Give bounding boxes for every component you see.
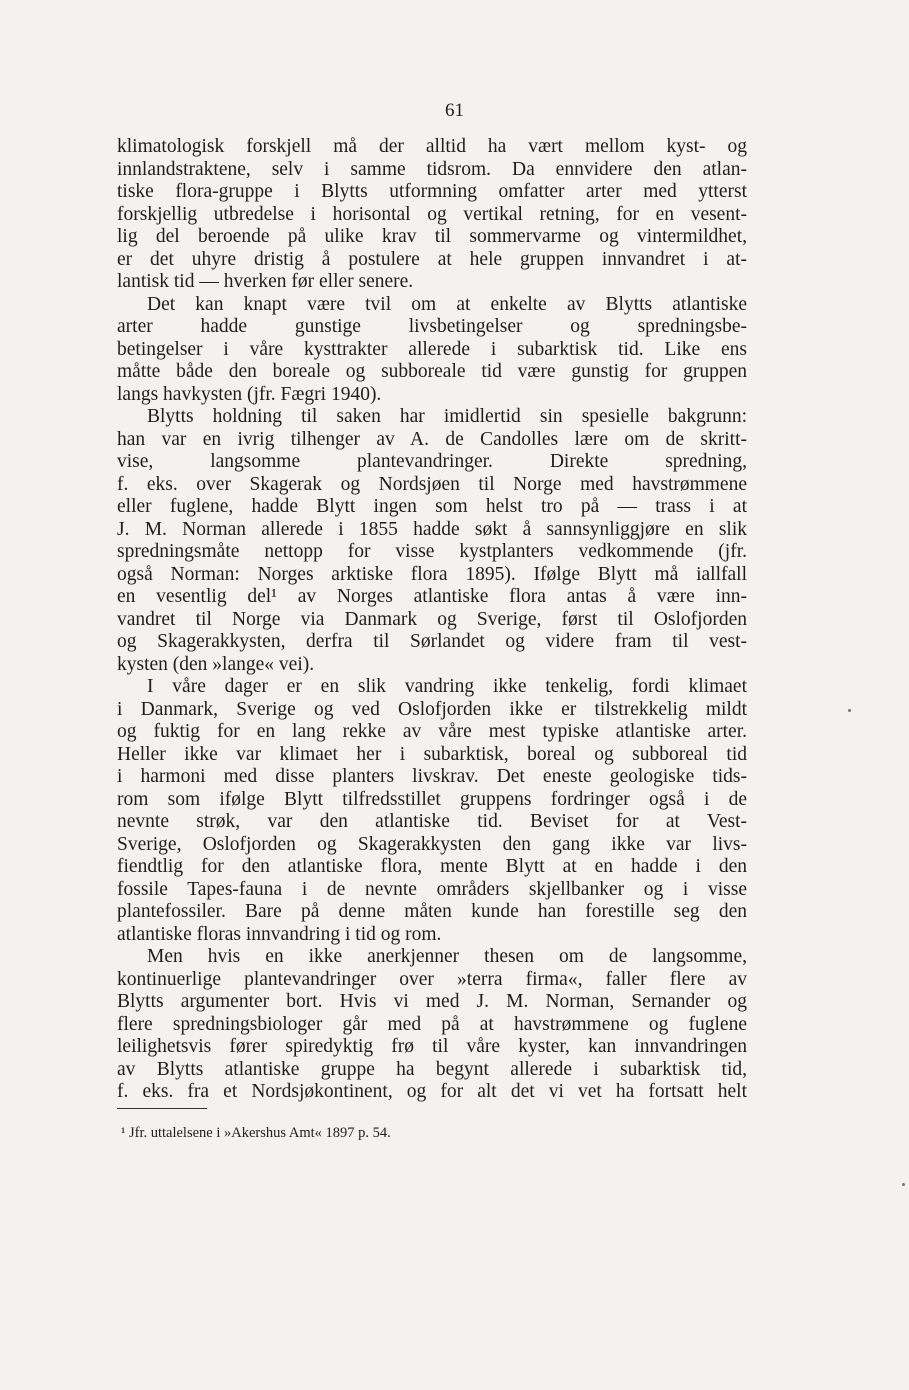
- text-line: atlantiske floras innvandring i tid og rom.: [117, 923, 442, 945]
- text-line: J. M. Norman allerede i 1855 hadde søkt å sannsynliggjøre en slik: [117, 518, 747, 540]
- text-line: langs havkysten (jfr. Fægri 1940).: [117, 383, 382, 405]
- text-line: flere spredningsbiologer går med på at havstrømmene og fuglene: [117, 1013, 747, 1035]
- text-line: spredningsmåte nettopp for visse kystplanters vedkommende (jfr.: [117, 541, 747, 562]
- text-line: leilighetsvis fører spiredyktig frø til våre kyster, kan innvandringen: [117, 1036, 747, 1057]
- text-line: tiske flora-gruppe i Blytts utformning omfatter arter med ytterst: [117, 181, 747, 202]
- text-line: f. eks. fra et Nordsjøkontinent, og for alt det vi vet ha fortsatt helt: [117, 1081, 747, 1102]
- text-line: f. eks. over Skagerak og Nordsjøen til Norge med havstrømmene: [117, 473, 747, 495]
- text-line: arter hadde gunstige livsbetingelser og spredningsbe-: [117, 316, 747, 337]
- text-line: i harmoni med disse planters livskrav. Det eneste geologiske tids-: [117, 766, 747, 787]
- text-line: vandret til Norge via Danmark og Sverige, først til Oslofjorden: [117, 608, 747, 630]
- text-line: eller fuglene, hadde Blytt ingen som helst tro på — trass i at: [117, 496, 747, 517]
- text-line: også Norman: Norges arktiske flora 1895). Ifølge Blytt må iallfall: [117, 563, 747, 585]
- page-number: 61: [445, 100, 464, 121]
- text-line: en vesentlig del¹ av Norges atlantiske flora antas å være inn-: [117, 586, 747, 607]
- text-line: nevnte strøk, var den atlantiske tid. Beviset for at Vest-: [117, 811, 747, 832]
- text-line: lig del beroende på ulike krav til sommervarme og vintermildhet,: [117, 226, 747, 247]
- text-line: er det uhyre dristig å postulere at hele gruppen innvandret i at-: [117, 248, 747, 270]
- text-line: og fuktig for en lang rekke av våre mest typiske atlantiske arter.: [117, 721, 747, 742]
- body-text: [117, 136, 747, 1104]
- text-line: lantisk tid — hverken før eller senere.: [117, 271, 414, 292]
- text-line: i Danmark, Sverige og ved Oslofjorden ikke er tilstrekkelig mildt: [117, 698, 747, 720]
- scan-speck: [848, 709, 851, 712]
- text-line: Blytts holdning til saken har imidlertid sin spesielle bakgrunn:: [147, 406, 747, 427]
- text-line: Sverige, Oslofjorden og Skagerakkysten den gang ikke var livs-: [117, 833, 747, 855]
- text-line: Det kan knapt være tvil om at enkelte av Blytts atlantiske: [147, 293, 747, 315]
- text-line: måtte både den boreale og subboreale tid være gunstig for gruppen: [117, 361, 747, 382]
- text-line: rom som ifølge Blytt tilfredsstillet gruppens fordringer også i de: [117, 788, 747, 810]
- text-line: forskjellig utbredelse i horisontal og vertikal retning, for en vesent-: [117, 203, 747, 225]
- footnote-rule: [117, 1108, 207, 1109]
- text-line: kontinuerlige plantevandringer over »terra firma«, faller flere av: [117, 968, 747, 990]
- text-line: Blytts argumenter bort. Hvis vi med J. M. Norman, Sernander og: [117, 991, 747, 1012]
- text-line: Heller ikke var klimaet her i subarktisk, boreal og subboreal tid: [117, 743, 747, 765]
- text-line: plantefossiler. Bare på denne måten kunde han forestille seg den: [117, 901, 747, 922]
- text-line: innlandstraktene, selv i samme tidsrom. Da ennvidere den atlan-: [117, 158, 747, 180]
- text-line: av Blytts atlantiske gruppe ha begynt allerede i subarktisk tid,: [117, 1058, 747, 1080]
- text-line: vise, langsomme plantevandringer. Direkte spredning,: [117, 451, 747, 472]
- text-line: fiendtlig for den atlantiske flora, mente Blytt at en hadde i den: [117, 856, 747, 877]
- text-line: kysten (den »lange« vei).: [117, 653, 315, 675]
- text-line: han var en ivrig tilhenger av A. de Candolles lære om de skritt-: [117, 428, 747, 450]
- footnote: ¹ Jfr. uttalelsene i »Akershus Amt« 1897 p. 54.: [121, 1125, 391, 1141]
- text-line: I våre dager er en slik vandring ikke tenkelig, fordi klimaet: [147, 676, 747, 697]
- scan-speck: [902, 1183, 905, 1186]
- text-line: fossile Tapes-fauna i de nevnte områders skjellbanker og i visse: [117, 878, 747, 900]
- text-line: betingelser i våre kysttrakter allerede i subarktisk tid. Like ens: [117, 338, 747, 360]
- text-line: Men hvis en ikke anerkjenner thesen om de langsomme,: [147, 946, 747, 967]
- text-line: klimatologisk forskjell må der alltid ha vært mellom kyst- og: [117, 136, 747, 157]
- text-line: og Skagerakkysten, derfra til Sørlandet og videre fram til vest-: [117, 631, 747, 652]
